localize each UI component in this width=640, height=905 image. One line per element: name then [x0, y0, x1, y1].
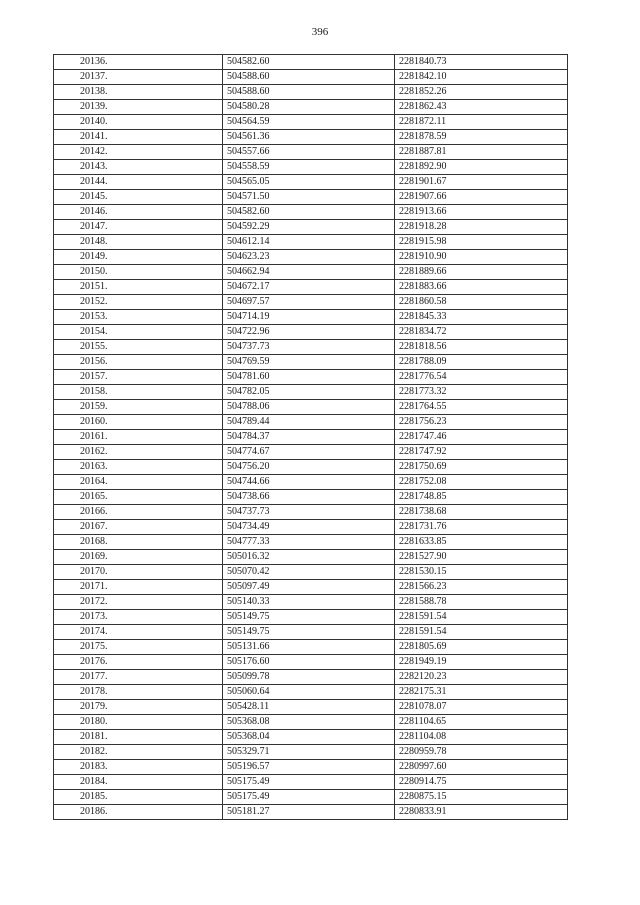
x-coordinate-cell: 505196.57 [223, 760, 395, 775]
x-coordinate-cell: 505175.49 [223, 790, 395, 805]
x-coordinate-cell: 505149.75 [223, 625, 395, 640]
x-coordinate-cell: 505149.75 [223, 610, 395, 625]
x-coordinate-cell: 505099.78 [223, 670, 395, 685]
point-number-cell: 20155. [54, 340, 223, 355]
x-coordinate-cell: 504788.06 [223, 400, 395, 415]
y-coordinate-cell: 2280833.91 [395, 805, 568, 820]
table-row [54, 370, 568, 385]
y-coordinate-cell: 2281530.15 [395, 565, 568, 580]
table-row [54, 160, 568, 175]
table-row [54, 235, 568, 250]
coordinates-table-body [54, 55, 568, 820]
table-row [54, 460, 568, 475]
point-number-cell: 20162. [54, 445, 223, 460]
page-number: 396 [311, 26, 329, 38]
table-row [54, 295, 568, 310]
x-coordinate-cell: 505176.60 [223, 655, 395, 670]
table-row [54, 190, 568, 205]
point-number-cell: 20180. [54, 715, 223, 730]
y-coordinate-cell: 2281588.78 [395, 595, 568, 610]
table-row [54, 565, 568, 580]
x-coordinate-cell: 504557.66 [223, 145, 395, 160]
y-coordinate-cell: 2281878.59 [395, 130, 568, 145]
x-coordinate-cell: 504672.17 [223, 280, 395, 295]
y-coordinate-cell: 2281862.43 [395, 100, 568, 115]
table-row [54, 760, 568, 775]
x-coordinate-cell: 504714.19 [223, 310, 395, 325]
point-number-cell: 20165. [54, 490, 223, 505]
y-coordinate-cell: 2281889.66 [395, 265, 568, 280]
x-coordinate-cell: 504588.60 [223, 70, 395, 85]
y-coordinate-cell: 2281738.68 [395, 505, 568, 520]
point-number-cell: 20184. [54, 775, 223, 790]
table-row [54, 310, 568, 325]
x-coordinate-cell: 504734.49 [223, 520, 395, 535]
point-number-cell: 20137. [54, 70, 223, 85]
x-coordinate-cell: 505060.64 [223, 685, 395, 700]
point-number-cell: 20154. [54, 325, 223, 340]
point-number-cell: 20168. [54, 535, 223, 550]
table-row [54, 775, 568, 790]
x-coordinate-cell: 504564.59 [223, 115, 395, 130]
y-coordinate-cell: 2282175.31 [395, 685, 568, 700]
table-row [54, 505, 568, 520]
point-number-cell: 20181. [54, 730, 223, 745]
point-number-cell: 20176. [54, 655, 223, 670]
y-coordinate-cell: 2281840.73 [395, 55, 568, 70]
y-coordinate-cell: 2281750.69 [395, 460, 568, 475]
point-number-cell: 20163. [54, 460, 223, 475]
y-coordinate-cell: 2281104.08 [395, 730, 568, 745]
table-row [54, 385, 568, 400]
y-coordinate-cell: 2281910.90 [395, 250, 568, 265]
y-coordinate-cell: 2281788.09 [395, 355, 568, 370]
x-coordinate-cell: 504612.14 [223, 235, 395, 250]
y-coordinate-cell: 2281845.33 [395, 310, 568, 325]
y-coordinate-cell: 2281915.98 [395, 235, 568, 250]
y-coordinate-cell: 2281805.69 [395, 640, 568, 655]
y-coordinate-cell: 2281633.85 [395, 535, 568, 550]
table-row [54, 115, 568, 130]
table-row [54, 415, 568, 430]
table-row [54, 805, 568, 820]
y-coordinate-cell: 2281907.66 [395, 190, 568, 205]
x-coordinate-cell: 505181.27 [223, 805, 395, 820]
point-number-cell: 20171. [54, 580, 223, 595]
table-row [54, 520, 568, 535]
table-row [54, 610, 568, 625]
table-row [54, 715, 568, 730]
table-row [54, 400, 568, 415]
table-row [54, 640, 568, 655]
point-number-cell: 20157. [54, 370, 223, 385]
point-number-cell: 20146. [54, 205, 223, 220]
x-coordinate-cell: 504737.73 [223, 505, 395, 520]
x-coordinate-cell: 504623.23 [223, 250, 395, 265]
x-coordinate-cell: 505097.49 [223, 580, 395, 595]
table-row [54, 655, 568, 670]
y-coordinate-cell: 2280914.75 [395, 775, 568, 790]
y-coordinate-cell: 2281918.28 [395, 220, 568, 235]
table-row [54, 550, 568, 565]
point-number-cell: 20164. [54, 475, 223, 490]
table-row [54, 670, 568, 685]
point-number-cell: 20159. [54, 400, 223, 415]
y-coordinate-cell: 2281776.54 [395, 370, 568, 385]
table-row [54, 595, 568, 610]
point-number-cell: 20170. [54, 565, 223, 580]
point-number-cell: 20172. [54, 595, 223, 610]
point-number-cell: 20166. [54, 505, 223, 520]
y-coordinate-cell: 2282120.23 [395, 670, 568, 685]
table-row [54, 325, 568, 340]
point-number-cell: 20173. [54, 610, 223, 625]
point-number-cell: 20140. [54, 115, 223, 130]
y-coordinate-cell: 2281883.66 [395, 280, 568, 295]
y-coordinate-cell: 2281104.65 [395, 715, 568, 730]
table-row [54, 145, 568, 160]
table-row [54, 220, 568, 235]
y-coordinate-cell: 2281747.92 [395, 445, 568, 460]
x-coordinate-cell: 504782.05 [223, 385, 395, 400]
table-row [54, 445, 568, 460]
x-coordinate-cell: 504737.73 [223, 340, 395, 355]
table-row [54, 85, 568, 100]
y-coordinate-cell: 2281818.56 [395, 340, 568, 355]
point-number-cell: 20160. [54, 415, 223, 430]
table-row [54, 355, 568, 370]
point-number-cell: 20150. [54, 265, 223, 280]
point-number-cell: 20169. [54, 550, 223, 565]
x-coordinate-cell: 504784.37 [223, 430, 395, 445]
x-coordinate-cell: 504571.50 [223, 190, 395, 205]
y-coordinate-cell: 2281842.10 [395, 70, 568, 85]
point-number-cell: 20139. [54, 100, 223, 115]
x-coordinate-cell: 504738.66 [223, 490, 395, 505]
point-number-cell: 20186. [54, 805, 223, 820]
x-coordinate-cell: 505140.33 [223, 595, 395, 610]
y-coordinate-cell: 2281913.66 [395, 205, 568, 220]
x-coordinate-cell: 504781.60 [223, 370, 395, 385]
point-number-cell: 20183. [54, 760, 223, 775]
coordinates-table [53, 54, 568, 820]
y-coordinate-cell: 2281852.26 [395, 85, 568, 100]
table-row [54, 535, 568, 550]
y-coordinate-cell: 2281887.81 [395, 145, 568, 160]
table-row [54, 490, 568, 505]
y-coordinate-cell: 2281773.32 [395, 385, 568, 400]
table-row [54, 430, 568, 445]
x-coordinate-cell: 504565.05 [223, 175, 395, 190]
table-row [54, 250, 568, 265]
y-coordinate-cell: 2281949.19 [395, 655, 568, 670]
x-coordinate-cell: 504580.28 [223, 100, 395, 115]
x-coordinate-cell: 504697.57 [223, 295, 395, 310]
y-coordinate-cell: 2281860.58 [395, 295, 568, 310]
y-coordinate-cell: 2281748.85 [395, 490, 568, 505]
y-coordinate-cell: 2281892.90 [395, 160, 568, 175]
y-coordinate-cell: 2281756.23 [395, 415, 568, 430]
y-coordinate-cell: 2281078.07 [395, 700, 568, 715]
point-number-cell: 20142. [54, 145, 223, 160]
x-coordinate-cell: 504592.29 [223, 220, 395, 235]
x-coordinate-cell: 505368.08 [223, 715, 395, 730]
table-row [54, 130, 568, 145]
point-number-cell: 20149. [54, 250, 223, 265]
table-row [54, 625, 568, 640]
x-coordinate-cell: 504756.20 [223, 460, 395, 475]
x-coordinate-cell: 504662.94 [223, 265, 395, 280]
point-number-cell: 20156. [54, 355, 223, 370]
point-number-cell: 20141. [54, 130, 223, 145]
y-coordinate-cell: 2281764.55 [395, 400, 568, 415]
table-row [54, 475, 568, 490]
point-number-cell: 20152. [54, 295, 223, 310]
point-number-cell: 20182. [54, 745, 223, 760]
x-coordinate-cell: 505368.04 [223, 730, 395, 745]
x-coordinate-cell: 504582.60 [223, 55, 395, 70]
point-number-cell: 20178. [54, 685, 223, 700]
table-row [54, 205, 568, 220]
x-coordinate-cell: 505175.49 [223, 775, 395, 790]
point-number-cell: 20147. [54, 220, 223, 235]
x-coordinate-cell: 505329.71 [223, 745, 395, 760]
x-coordinate-cell: 505070.42 [223, 565, 395, 580]
x-coordinate-cell: 504558.59 [223, 160, 395, 175]
table-row [54, 280, 568, 295]
point-number-cell: 20167. [54, 520, 223, 535]
x-coordinate-cell: 504582.60 [223, 205, 395, 220]
y-coordinate-cell: 2281527.90 [395, 550, 568, 565]
y-coordinate-cell: 2281731.76 [395, 520, 568, 535]
x-coordinate-cell: 505131.66 [223, 640, 395, 655]
table-row [54, 700, 568, 715]
table-row [54, 265, 568, 280]
y-coordinate-cell: 2280875.15 [395, 790, 568, 805]
point-number-cell: 20175. [54, 640, 223, 655]
x-coordinate-cell: 504722.96 [223, 325, 395, 340]
x-coordinate-cell: 504744.66 [223, 475, 395, 490]
table-row [54, 745, 568, 760]
x-coordinate-cell: 504777.33 [223, 535, 395, 550]
table-row [54, 340, 568, 355]
point-number-cell: 20143. [54, 160, 223, 175]
table-row [54, 730, 568, 745]
y-coordinate-cell: 2280997.60 [395, 760, 568, 775]
point-number-cell: 20148. [54, 235, 223, 250]
y-coordinate-cell: 2281752.08 [395, 475, 568, 490]
x-coordinate-cell: 504588.60 [223, 85, 395, 100]
y-coordinate-cell: 2281872.11 [395, 115, 568, 130]
table-row [54, 70, 568, 85]
table-row [54, 685, 568, 700]
point-number-cell: 20145. [54, 190, 223, 205]
point-number-cell: 20153. [54, 310, 223, 325]
x-coordinate-cell: 504789.44 [223, 415, 395, 430]
x-coordinate-cell: 504774.67 [223, 445, 395, 460]
point-number-cell: 20158. [54, 385, 223, 400]
point-number-cell: 20161. [54, 430, 223, 445]
y-coordinate-cell: 2281591.54 [395, 625, 568, 640]
point-number-cell: 20185. [54, 790, 223, 805]
point-number-cell: 20177. [54, 670, 223, 685]
point-number-cell: 20179. [54, 700, 223, 715]
x-coordinate-cell: 505428.11 [223, 700, 395, 715]
x-coordinate-cell: 504769.59 [223, 355, 395, 370]
table-row [54, 580, 568, 595]
table-row [54, 790, 568, 805]
table-row [54, 100, 568, 115]
y-coordinate-cell: 2280959.78 [395, 745, 568, 760]
x-coordinate-cell: 505016.32 [223, 550, 395, 565]
table-row [54, 175, 568, 190]
table-row [54, 55, 568, 70]
y-coordinate-cell: 2281591.54 [395, 610, 568, 625]
x-coordinate-cell: 504561.36 [223, 130, 395, 145]
y-coordinate-cell: 2281901.67 [395, 175, 568, 190]
point-number-cell: 20151. [54, 280, 223, 295]
y-coordinate-cell: 2281834.72 [395, 325, 568, 340]
y-coordinate-cell: 2281566.23 [395, 580, 568, 595]
point-number-cell: 20174. [54, 625, 223, 640]
point-number-cell: 20138. [54, 85, 223, 100]
point-number-cell: 20136. [54, 55, 223, 70]
y-coordinate-cell: 2281747.46 [395, 430, 568, 445]
point-number-cell: 20144. [54, 175, 223, 190]
